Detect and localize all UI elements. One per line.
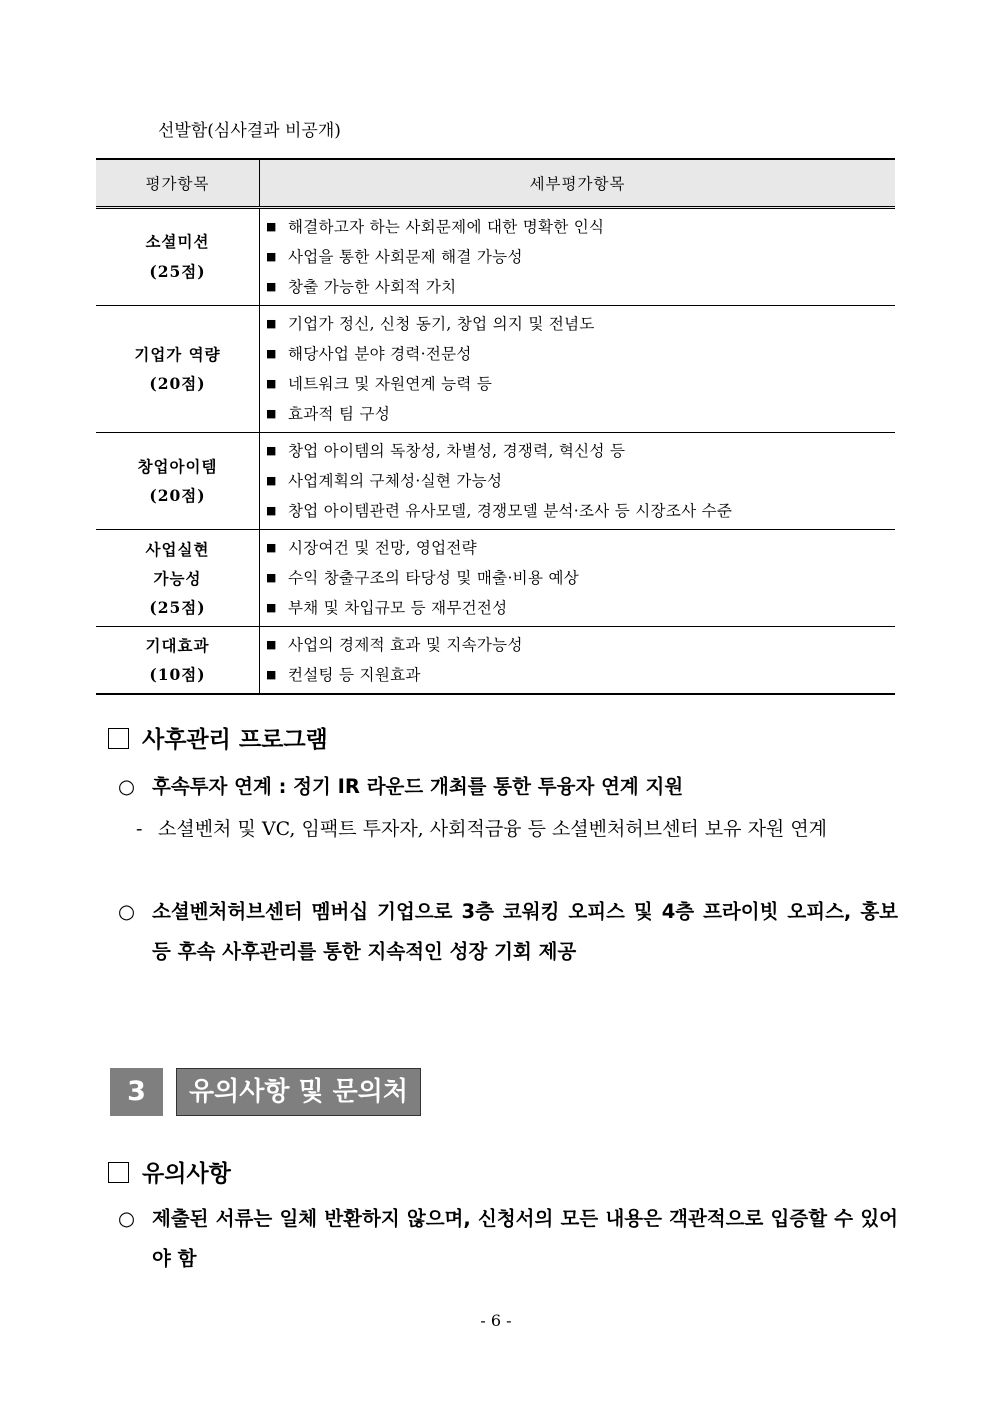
table-row [96, 306, 895, 433]
bullet-icon: ■ [266, 444, 277, 457]
notes-item-1: ○ 제출된 서류는 일체 반환하지 않으며, 신청서의 모든 내용은 객관적으로 입증할 수 있어야 함 [118, 1199, 898, 1279]
aftercare-heading: 사후관리 프로그램 [108, 721, 328, 754]
detail-item: ■ 사업을 통한 사회문제 해결 가능성 [266, 242, 895, 272]
bullet-icon: ■ [266, 541, 277, 554]
category-name: 기대효과 [145, 636, 210, 655]
details-cell [260, 208, 896, 306]
category-name-line1: 사업실현 [145, 539, 210, 559]
category-cell [96, 530, 260, 627]
section-number: 3 [110, 1068, 163, 1116]
detail-item: ■ 효과적 팀 구성 [266, 399, 895, 429]
category-points: (25점) [149, 262, 206, 281]
category-name: 소셜미션 [145, 233, 210, 251]
bullet-icon: ■ [266, 347, 277, 360]
category-name-line2: 가능성 [153, 568, 202, 588]
detail-item: ■ 컨설팅 등 지원효과 [266, 660, 895, 690]
details-cell [260, 530, 896, 627]
detail-item: ■ 창업 아이템관련 유사모델, 경쟁모델 분석·조사 등 시장조사 수준 [266, 496, 895, 526]
category-cell [96, 627, 260, 695]
section-title: 유의사항 및 문의처 [176, 1068, 421, 1116]
detail-item: ■ 해당사업 분야 경력·전문성 [266, 339, 895, 369]
detail-item: ■ 부채 및 차입규모 등 재무건전성 [266, 593, 895, 623]
circle-bullet-icon: ○ [118, 1207, 136, 1230]
bullet-icon: ■ [266, 638, 277, 651]
bullet-icon: ■ [266, 377, 277, 390]
bullet-icon: ■ [266, 250, 277, 263]
bullet-icon: ■ [266, 407, 277, 420]
table-row [96, 208, 895, 306]
detail-item: ■ 기업가 정신, 신청 동기, 창업 의지 및 전념도 [266, 309, 895, 339]
table-row [96, 530, 895, 627]
dash-bullet-icon: - [136, 818, 143, 840]
bullet-icon: ■ [266, 571, 277, 584]
details-cell [260, 627, 896, 695]
category-points: (10점) [149, 665, 206, 684]
bullet-icon: ■ [266, 668, 277, 681]
aftercare-item-1: ○ 후속투자 연계 : 정기 IR 라운드 개최를 통한 투융자 연계 지원 [118, 767, 898, 807]
detail-item: ■ 창출 가능한 사회적 가치 [266, 272, 895, 302]
header-details: 세부평가항목 [260, 159, 896, 208]
detail-item: ■ 시장여건 및 전망, 영업전략 [266, 533, 895, 563]
bullet-icon: ■ [266, 220, 277, 233]
checkbox-square-icon [108, 1162, 129, 1183]
detail-item: ■ 사업의 경제적 효과 및 지속가능성 [266, 630, 895, 660]
category-points: (20점) [149, 374, 206, 393]
bullet-icon: ■ [266, 504, 277, 517]
notes-heading: 유의사항 [108, 1155, 231, 1188]
header-category: 평가항목 [96, 159, 260, 208]
details-cell [260, 306, 896, 433]
table-header-row [96, 159, 895, 208]
table-row [96, 433, 895, 530]
page-number: - 6 - [480, 1311, 512, 1330]
detail-item: ■ 사업계획의 구체성·실현 가능성 [266, 466, 895, 496]
bullet-icon: ■ [266, 280, 277, 293]
category-cell [96, 306, 260, 433]
detail-item: ■ 수익 창출구조의 타당성 및 매출·비용 예상 [266, 563, 895, 593]
lead-text: 선발함(심사결과 비공개) [158, 121, 341, 141]
evaluation-table [96, 158, 895, 695]
table-row [96, 627, 895, 695]
bullet-icon: ■ [266, 474, 277, 487]
circle-bullet-icon: ○ [118, 900, 136, 923]
details-cell [260, 433, 896, 530]
checkbox-square-icon [108, 728, 129, 749]
category-name: 기업가 역량 [134, 345, 221, 364]
detail-item: ■ 해결하고자 하는 사회문제에 대한 명확한 인식 [266, 212, 895, 242]
category-cell [96, 208, 260, 306]
bullet-icon: ■ [266, 601, 277, 614]
circle-bullet-icon: ○ [118, 775, 136, 798]
detail-item: ■ 창업 아이템의 독창성, 차별성, 경쟁력, 혁신성 등 [266, 436, 895, 466]
detail-item: ■ 네트워크 및 자원연계 능력 등 [266, 369, 895, 399]
aftercare-item-1-sub: - 소셜벤처 및 VC, 임팩트 투자자, 사회적금융 등 소셜벤처허브센터 보유 자원 연계 [136, 809, 898, 849]
aftercare-item-2: ○ 소셜벤처허브센터 멤버십 기업으로 3층 코워킹 오피스 및 4층 프라이빗 오피스, 홍보 등 후속 사후관리를 통한 지속적인 성장 기회 제공 [118, 892, 898, 972]
category-points: (20점) [149, 486, 206, 505]
category-name: 창업아이템 [137, 457, 218, 476]
bullet-icon: ■ [266, 317, 277, 330]
category-cell [96, 433, 260, 530]
category-points: (25점) [149, 597, 206, 617]
